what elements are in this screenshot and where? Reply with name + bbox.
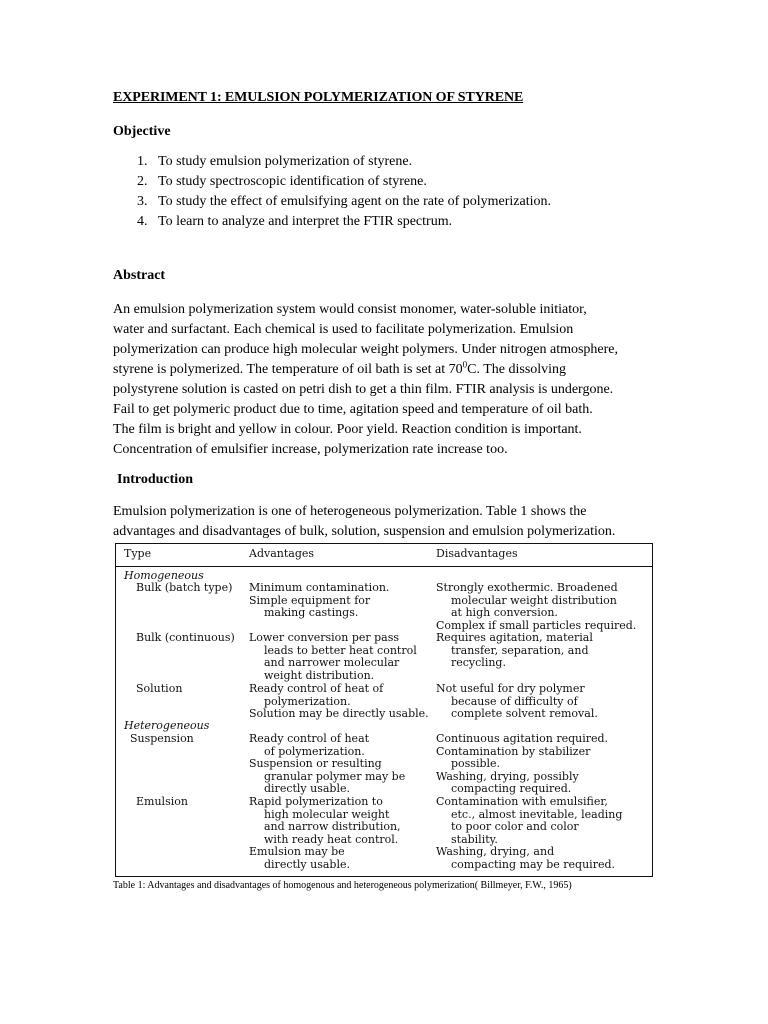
table-cell-line: at high conversion. — [451, 606, 558, 620]
row-adv-emulsion — [249, 796, 401, 872]
list-number: 2. — [137, 174, 148, 189]
table-cell-line: making castings. — [264, 606, 359, 620]
paragraph-line: Concentration of emulsifier increase, polymerization rate increase too. — [113, 442, 508, 457]
list-text: To study emulsion polymerization of styrene. — [158, 154, 413, 169]
table-cell-line: Lower conversion per pass — [249, 631, 400, 644]
table-cell-line: granular polymer may be — [264, 769, 406, 783]
table-cell-line: transfer, separation, and — [451, 643, 589, 657]
row-dis-bulk-batch — [436, 582, 636, 632]
table-cell-line: directly usable. — [264, 782, 350, 796]
list-text: To study spectroscopic identification of styrene. — [158, 174, 427, 189]
paragraph-line: water and surfactant. Each chemical is used to facilitate polymerization. Emulsion — [113, 322, 574, 337]
table-cell-line: molecular weight distribution — [451, 593, 617, 607]
row-type-suspension: Suspension — [130, 732, 194, 745]
table-cell-line: Ready control of heat — [249, 732, 370, 745]
row-dis-emulsion — [436, 796, 622, 872]
table-cell-line: possible. — [451, 757, 501, 771]
header-disadvantages: Disadvantages — [436, 547, 518, 560]
row-type-bulk-batch: Bulk (batch type) — [136, 581, 233, 594]
row-adv-suspension — [249, 733, 405, 796]
table-cell-line: Strongly exothermic. Broadened — [436, 581, 618, 594]
introduction-paragraph — [113, 502, 673, 542]
table-cell-line: Emulsion may be — [249, 845, 345, 859]
group-heterogeneous: Heterogeneous — [124, 719, 210, 732]
table-cell-line: Continuous agitation required. — [436, 732, 609, 745]
list-item — [137, 212, 551, 232]
list-text: To study the effect of emulsifying agent on the rate of polymerization. — [158, 194, 551, 209]
table-caption: Table 1: Advantages and disadvantages of homogenous and heterogeneous polymerization( Billmeyer, F.W., 1965) — [113, 880, 572, 891]
abstract-paragraph — [113, 300, 673, 460]
table-cell-line: Not useful for dry polymer — [436, 682, 585, 695]
table-cell-line: Suspension or resulting — [249, 757, 382, 771]
objective-heading: Objective — [113, 124, 171, 139]
paragraph-line: Fail to get polymeric product due to time, agitation speed and temperature of oil bath. — [113, 402, 593, 417]
polymerization-table — [115, 543, 653, 877]
table-cell-line: Contamination by stabilizer — [436, 744, 591, 758]
list-number: 1. — [137, 154, 148, 169]
temperature-superscript: 0 — [462, 359, 468, 370]
table-cell-line: Washing, drying, and — [436, 845, 555, 859]
paragraph-line: polystyrene solution is casted on petri dish to get a thin film. FTIR analysis is undergone. — [113, 382, 614, 397]
paragraph-line: An emulsion polymerization system would consist monomer, water-soluble initiator, — [113, 302, 587, 317]
table-cell-line: because of difficulty of — [451, 694, 578, 708]
table-cell-line: and narrow distribution, — [264, 820, 401, 834]
table-cell-line: leads to better heat control — [264, 643, 417, 657]
temperature-rest: C. The dissolving — [467, 362, 567, 377]
table-cell-line: Solution may be directly usable. — [249, 707, 429, 721]
temperature-text: styrene is polymerized. The temperature of oil bath is set at 70 — [113, 362, 463, 377]
list-text: To learn to analyze and interpret the FTIR spectrum. — [158, 214, 453, 229]
page-title: EXPERIMENT 1: EMULSION POLYMERIZATION OF STYRENE — [113, 90, 524, 105]
table-header — [116, 544, 652, 567]
row-type-emulsion: Emulsion — [136, 795, 188, 808]
header-advantages: Advantages — [249, 547, 315, 560]
introduction-heading: Introduction — [117, 472, 193, 487]
row-dis-suspension — [436, 733, 608, 796]
paragraph-line: Emulsion polymerization is one of heterogeneous polymerization. Table 1 shows the — [113, 504, 587, 519]
row-adv-bulk-batch — [249, 582, 389, 620]
table-cell-line: recycling. — [451, 656, 506, 670]
table-cell-line: of polymerization. — [264, 744, 365, 758]
row-adv-solution — [249, 683, 429, 721]
list-item — [137, 192, 551, 212]
table-cell-line: Contamination with emulsifier, — [436, 795, 608, 808]
list-item — [137, 172, 551, 192]
row-type-bulk-continuous: Bulk (continuous) — [136, 631, 235, 644]
table-cell-line: complete solvent removal. — [451, 707, 598, 721]
list-item — [137, 152, 551, 172]
table-cell-line: high molecular weight — [264, 807, 390, 821]
table-cell-line: with ready heat control. — [264, 832, 399, 846]
table-cell-line: Requires agitation, material — [436, 631, 593, 644]
row-adv-bulk-continuous — [249, 632, 417, 682]
paragraph-line: polymerization can produce high molecular weight polymers. Under nitrogen atmosphere, — [113, 342, 619, 357]
row-dis-solution — [436, 683, 598, 721]
header-type: Type — [124, 547, 152, 560]
abstract-heading: Abstract — [113, 268, 166, 283]
table-cell-line: compacting required. — [451, 782, 572, 796]
table-cell-line: Minimum contamination. — [249, 581, 390, 594]
row-dis-bulk-continuous — [436, 632, 593, 670]
list-number: 3. — [137, 194, 148, 209]
paragraph-line: advantages and disadvantages of bulk, solution, suspension and emulsion polymerization. — [113, 524, 616, 539]
table-cell-line: weight distribution. — [264, 668, 375, 682]
table-cell-line: directly usable. — [264, 857, 350, 871]
group-homogeneous: Homogeneous — [124, 569, 204, 582]
table-cell-line: Simple equipment for — [249, 593, 371, 607]
table-cell-line: polymerization. — [264, 694, 351, 708]
row-type-solution: Solution — [136, 682, 183, 695]
table-cell-line: Ready control of heat of — [249, 682, 384, 695]
table-cell-line: and narrower molecular — [264, 656, 400, 670]
table-cell-line: compacting may be required. — [451, 857, 616, 871]
objective-list — [137, 152, 551, 232]
table-cell-line: Complex if small particles required. — [436, 618, 637, 632]
paragraph-line-temperature — [113, 360, 673, 380]
table-cell-line: Rapid polymerization to — [249, 795, 383, 808]
table-cell-line: Washing, drying, possibly — [436, 769, 579, 783]
paragraph-line: The film is bright and yellow in colour. Poor yield. Reaction condition is important. — [113, 422, 582, 437]
table-cell-line: etc., almost inevitable, leading — [451, 807, 623, 821]
table-cell-line: stability. — [451, 832, 498, 846]
table-cell-line: to poor color and color — [451, 820, 579, 834]
list-number: 4. — [137, 214, 148, 229]
